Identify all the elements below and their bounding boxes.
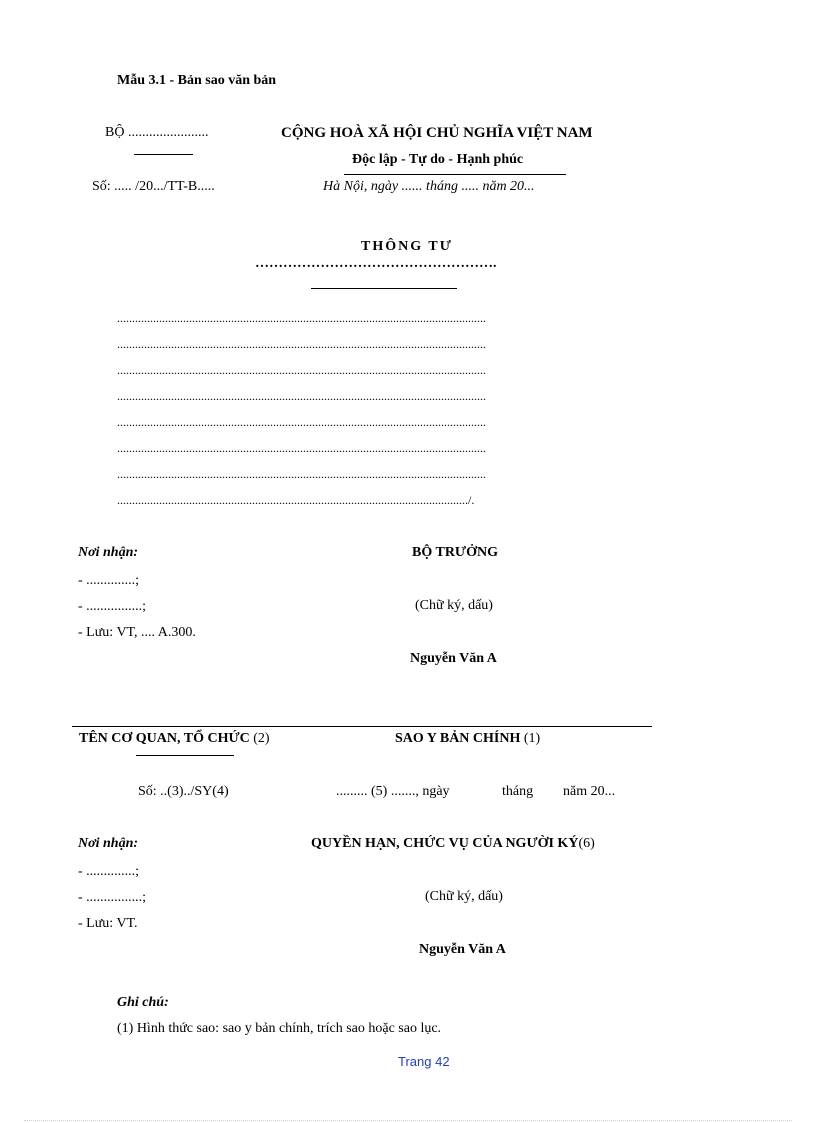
ministry-name: BỘ .......................: [105, 125, 209, 140]
country-name: CỘNG HOÀ XÃ HỘI CHỦ NGHĨA VIỆT NAM: [281, 125, 593, 141]
page-bottom-separator: [24, 1120, 792, 1121]
body-line: ...........................................................................................................................: [117, 363, 486, 377]
copy-signer-title: [311, 836, 595, 852]
copy-org: [79, 731, 270, 747]
body-line: ...........................................................................................................................: [117, 311, 486, 325]
ministry-underline: [134, 154, 193, 155]
copy-signature-note: (Chữ ký, dấu): [425, 889, 503, 904]
document-subtitle: …………………………………………….: [255, 256, 497, 271]
copy-org-underline: [136, 755, 234, 756]
copy-month: tháng: [502, 784, 534, 799]
copy-recipient-item: - ................;: [78, 890, 147, 905]
copy-divider: [72, 726, 652, 727]
signer-title: BỘ TRƯỞNG: [412, 545, 498, 560]
copy-type: [395, 731, 540, 747]
recipients-label: Nơi nhận:: [78, 545, 139, 560]
page-number: Trang 42: [398, 1054, 450, 1069]
issue-date: Hà Nội, ngày ...... tháng ..... năm 20...: [323, 179, 535, 194]
signer-name: Nguyễn Văn A: [410, 651, 497, 666]
motto-underline: [344, 174, 566, 175]
copy-org-name: TÊN CƠ QUAN, TỔ CHỨC: [79, 731, 250, 746]
copy-signer-title-note: (6): [578, 836, 595, 851]
body-line: ...........................................................................................................................: [117, 441, 486, 455]
recipient-item: - ..............;: [78, 573, 140, 588]
copy-recipients-label: Nơi nhận:: [78, 836, 139, 851]
body-line: ...........................................................................................................................: [117, 337, 486, 351]
body-line: ...........................................................................................................................: [117, 415, 486, 429]
copy-year: năm 20...: [563, 784, 616, 799]
copy-recipient-item: - ..............;: [78, 864, 140, 879]
copy-org-note: (2): [253, 731, 270, 746]
copy-type-note: (1): [523, 731, 541, 746]
copy-signer-title-label: QUYỀN HẠN, CHỨC VỤ CỦA NGƯỜI KÝ: [311, 836, 579, 851]
body-line: ...........................................................................................................................: [117, 467, 486, 481]
form-title: Mẫu 3.1 - Bản sao văn bản: [117, 73, 277, 88]
body-line-last: ...................................................................................................................../.: [117, 493, 475, 507]
signature-note: (Chữ ký, dấu): [415, 598, 493, 613]
copy-place-date: ......... (5) ......., ngày: [336, 784, 450, 799]
copy-number: Số: ..(3)../SY(4): [138, 784, 229, 799]
motto: Độc lập - Tự do - Hạnh phúc: [352, 152, 524, 167]
notes-item: (1) Hình thức sao: sao y bản chính, trích sao hoặc sao lục.: [117, 1021, 442, 1036]
recipient-item: - ................;: [78, 599, 147, 614]
copy-signer-name: Nguyễn Văn A: [419, 942, 506, 957]
document-type: THÔNG TƯ: [361, 239, 453, 254]
document-number: Số: ..... /20.../TT-B.....: [92, 179, 215, 194]
notes-label: Ghi chú:: [117, 995, 169, 1010]
copy-recipient-archive: - Lưu: VT.: [78, 916, 138, 931]
subtitle-underline: [311, 288, 457, 289]
recipient-archive: - Lưu: VT, .... A.300.: [78, 625, 196, 640]
copy-type-label: SAO Y BẢN CHÍNH: [395, 731, 521, 746]
body-line: ...........................................................................................................................: [117, 389, 486, 403]
